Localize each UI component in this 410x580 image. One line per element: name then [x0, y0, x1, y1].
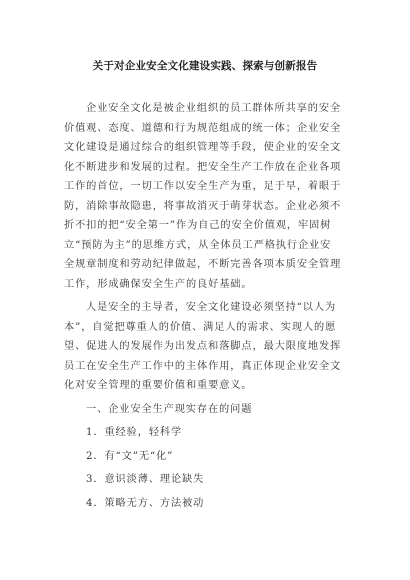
paragraph-line: 员工在安全生产工作中的主体作用，真正体现企业安全文: [64, 360, 342, 372]
paragraph-line: 化对安全管理的重要价值和重要意义。: [64, 380, 253, 391]
paragraph-line: 工作的首位，一切工作以安全生产为重，足于早，着眼于: [64, 181, 342, 192]
paragraph-line: 立“预防为主”的思维方式，从全体员工严格执行企业安: [64, 239, 332, 251]
paragraph-line: 化不断进步和发展的过程。把安全生产工作放在企业各项: [64, 161, 342, 173]
section-heading: 一、企业安全生产现实存在的问题: [86, 403, 253, 415]
paragraph-line: 价值观、态度、道德和行为规范组成的统一体；企业安全: [64, 122, 342, 134]
document-body: [64, 99, 342, 513]
paragraph-2: [64, 298, 342, 396]
paragraph-1: [64, 99, 342, 294]
paragraph-line: 本”，自觉把尊重人的价值、满足人的需求、实现人的愿: [64, 321, 337, 333]
list-item: 1．重经验，轻科学: [86, 427, 183, 438]
paragraph-line: 望、促进人的发展作为出发点和落脚点，最大限度地发挥: [64, 341, 342, 352]
paragraph-line: 人是安全的主导者，安全文化建设必须坚持“以人为: [86, 302, 337, 313]
problem-list: [64, 423, 342, 513]
paragraph-line: 文化建设是通过综合的组织管理等手段，使企业的安全文: [64, 142, 342, 153]
list-item: 4．策略无方、方法被动: [86, 497, 205, 509]
paragraph-line: 折不扣的把“安全第一”作为自己的安全价值观，牢固树: [64, 220, 332, 231]
paragraph-line: 全规章制度和劳动纪律做起，不断完善各项本质安全管理: [64, 259, 342, 270]
paragraph-line: 工作，形成确保安全生产的良好基础。: [64, 278, 253, 290]
list-item: 2．有“文”无“化”: [86, 450, 174, 462]
paragraph-line: 防，消除事故隐患，将事故消灭于萌芽状态。企业必须不: [64, 200, 342, 212]
paragraph-line: 企业安全文化是被企业组织的员工群体所共享的安全: [86, 103, 342, 114]
list-item: 3．意识淡薄、理论缺失: [86, 474, 205, 485]
document-title: 关于对企业安全文化建设实践、探索与创新报告: [92, 60, 318, 72]
